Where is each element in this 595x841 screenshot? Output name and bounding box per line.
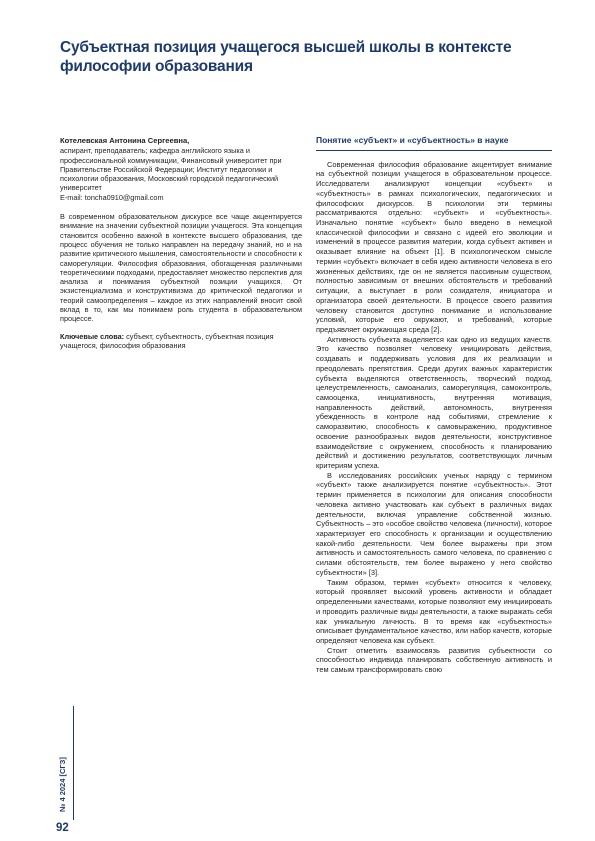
margin-rule <box>73 706 74 820</box>
article-title: Субъектная позиция учащегося высшей школы в контексте философии образования <box>60 39 512 75</box>
author-affiliation: аспирант, преподаватель; кафедра английского языка и профессиональной коммуникации, Финансовый университет при Правительстве Российской Федерации; Институт педагогики и психологии образования, Московский городской педагогический университет <box>60 146 282 193</box>
paragraph: Современная философия образование акцентирует внимание на субъектной позиции учащегося в образовательном процессе. Исследователи анализируют концепции «субъект» и «субъектность» в рамках психологических, педагогических и философских дискурсов. В психологии эти термины рассматриваются отдельно: «субъект» и «субъектность». Изначально понятие «субъект» было введено в немецкой классической философии и связано с идеей его эволюции и изменений в процессе развития материи, когда субъект активен и оказывает влияние на объект [1]. В психологическом смысле термин «субъект» включает в себя идею активности человека в его жизненных действиях, где он не является пассивным существом, полностью зависимым от внешних обстоятельств и требований ситуации, а выступает в роли созидателя, инициатора и организатора своей деятельности. В процессе своего развития человеку становится доступно понимание и использование условий, которые его окружают, и требований, которые предъявляет окружающая среда [2]. <box>316 159 552 334</box>
abstract: В современном образовательном дискурсе все чаще акцентируется внимание на значении субъектной позиции учащегося. Эта концепция становится особенно важной в контексте высшего образования, где процесс обучения не только направлен на передачу знаний, но и на развитие критического мышления, самостоятельности и способности к саморегуляции. Философия образования, обогащенная различными теоретическими подходами, предоставляет множество перспектив для анализа и понимания субъектной позиции учащихся. От экзистенциализма и конструктивизма до критической педагогики и теорий самоопределения – каждое из этих направлений вносит свой вклад в то, как мы понимаем роль студента в образовательном процессе. <box>60 212 302 324</box>
keywords-text: субъект, субъектность, субъектная позиция учащегося, философия образования <box>60 331 274 350</box>
author-email: E-mail: toncha0910@gmail.com <box>60 192 164 202</box>
page-number: 92 <box>56 822 69 834</box>
journal-issue-text: № 4 2024 [СГЗ] <box>58 757 67 812</box>
paragraph: Таким образом, термин «субъект» относится к человеку, который проявляет высокий уровень активности и обладает определенными качествами, которые позволяют ему инициировать и проводить различные виды деятельности, а также выражать себя как уникальную личность. В то время как «субъектность» описывает фундаментальное качество, или набор качеств, которые определяют человека как субъект. <box>316 577 552 645</box>
section-heading: Понятие «субъект» и «субъектность» в науке <box>316 136 552 151</box>
keywords <box>60 332 302 351</box>
right-column <box>316 136 552 675</box>
author-name: Котелевская Антонина Сергеевна, <box>60 136 190 145</box>
paragraph: Стоит отметить взаимосвязь развития субъектности со способностью индивида планировать собственную активность и тем самым трансформировать свою <box>316 645 552 675</box>
journal-issue-label <box>54 708 68 812</box>
left-column <box>60 136 302 350</box>
paragraph: В исследованиях российских ученых наряду с термином «субъект» также анализируется понятие «субъектность». Этот термин применяется в психологии для описания способности человека активно участвовать как субъект в различных видах деятельности, включая управление собственной жизнью. Субъектность – это «особое свойство человека (личности), которое характеризует его способность к организации и осуществлению какой-либо деятельности. Чем более выражены при этом активность и самостоятельность самого человека, по сравнению с силами обстоятельств, тем более выражено у него свойство субъектности» [3]. <box>316 470 552 577</box>
paragraph: Активность субъекта выделяется как одно из ведущих качеств. Это качество позволяет человеку инициировать действия, создавать и поддерживать условия для их реализации и преодолевать препятствия. Среди других важных характеристик субъекта выделяются ответственность, творческий подход, целеустремленность, самоанализ, саморегуляция, самоконтроль, самооценка, инициативность, внутренняя мотивация, направленность действий, автономность, внутренняя убежденность в контроле над событиями, стремление к саморазвитию, способность к самовыражению, продуктивное освоение разнообразных видов деятельности, конструктивное взаимодействие с окружением, способность к планированию действий и достижению результатов, соответствующих личным критериям успеха. <box>316 334 552 470</box>
keywords-label: Ключевые слова: <box>60 331 125 341</box>
